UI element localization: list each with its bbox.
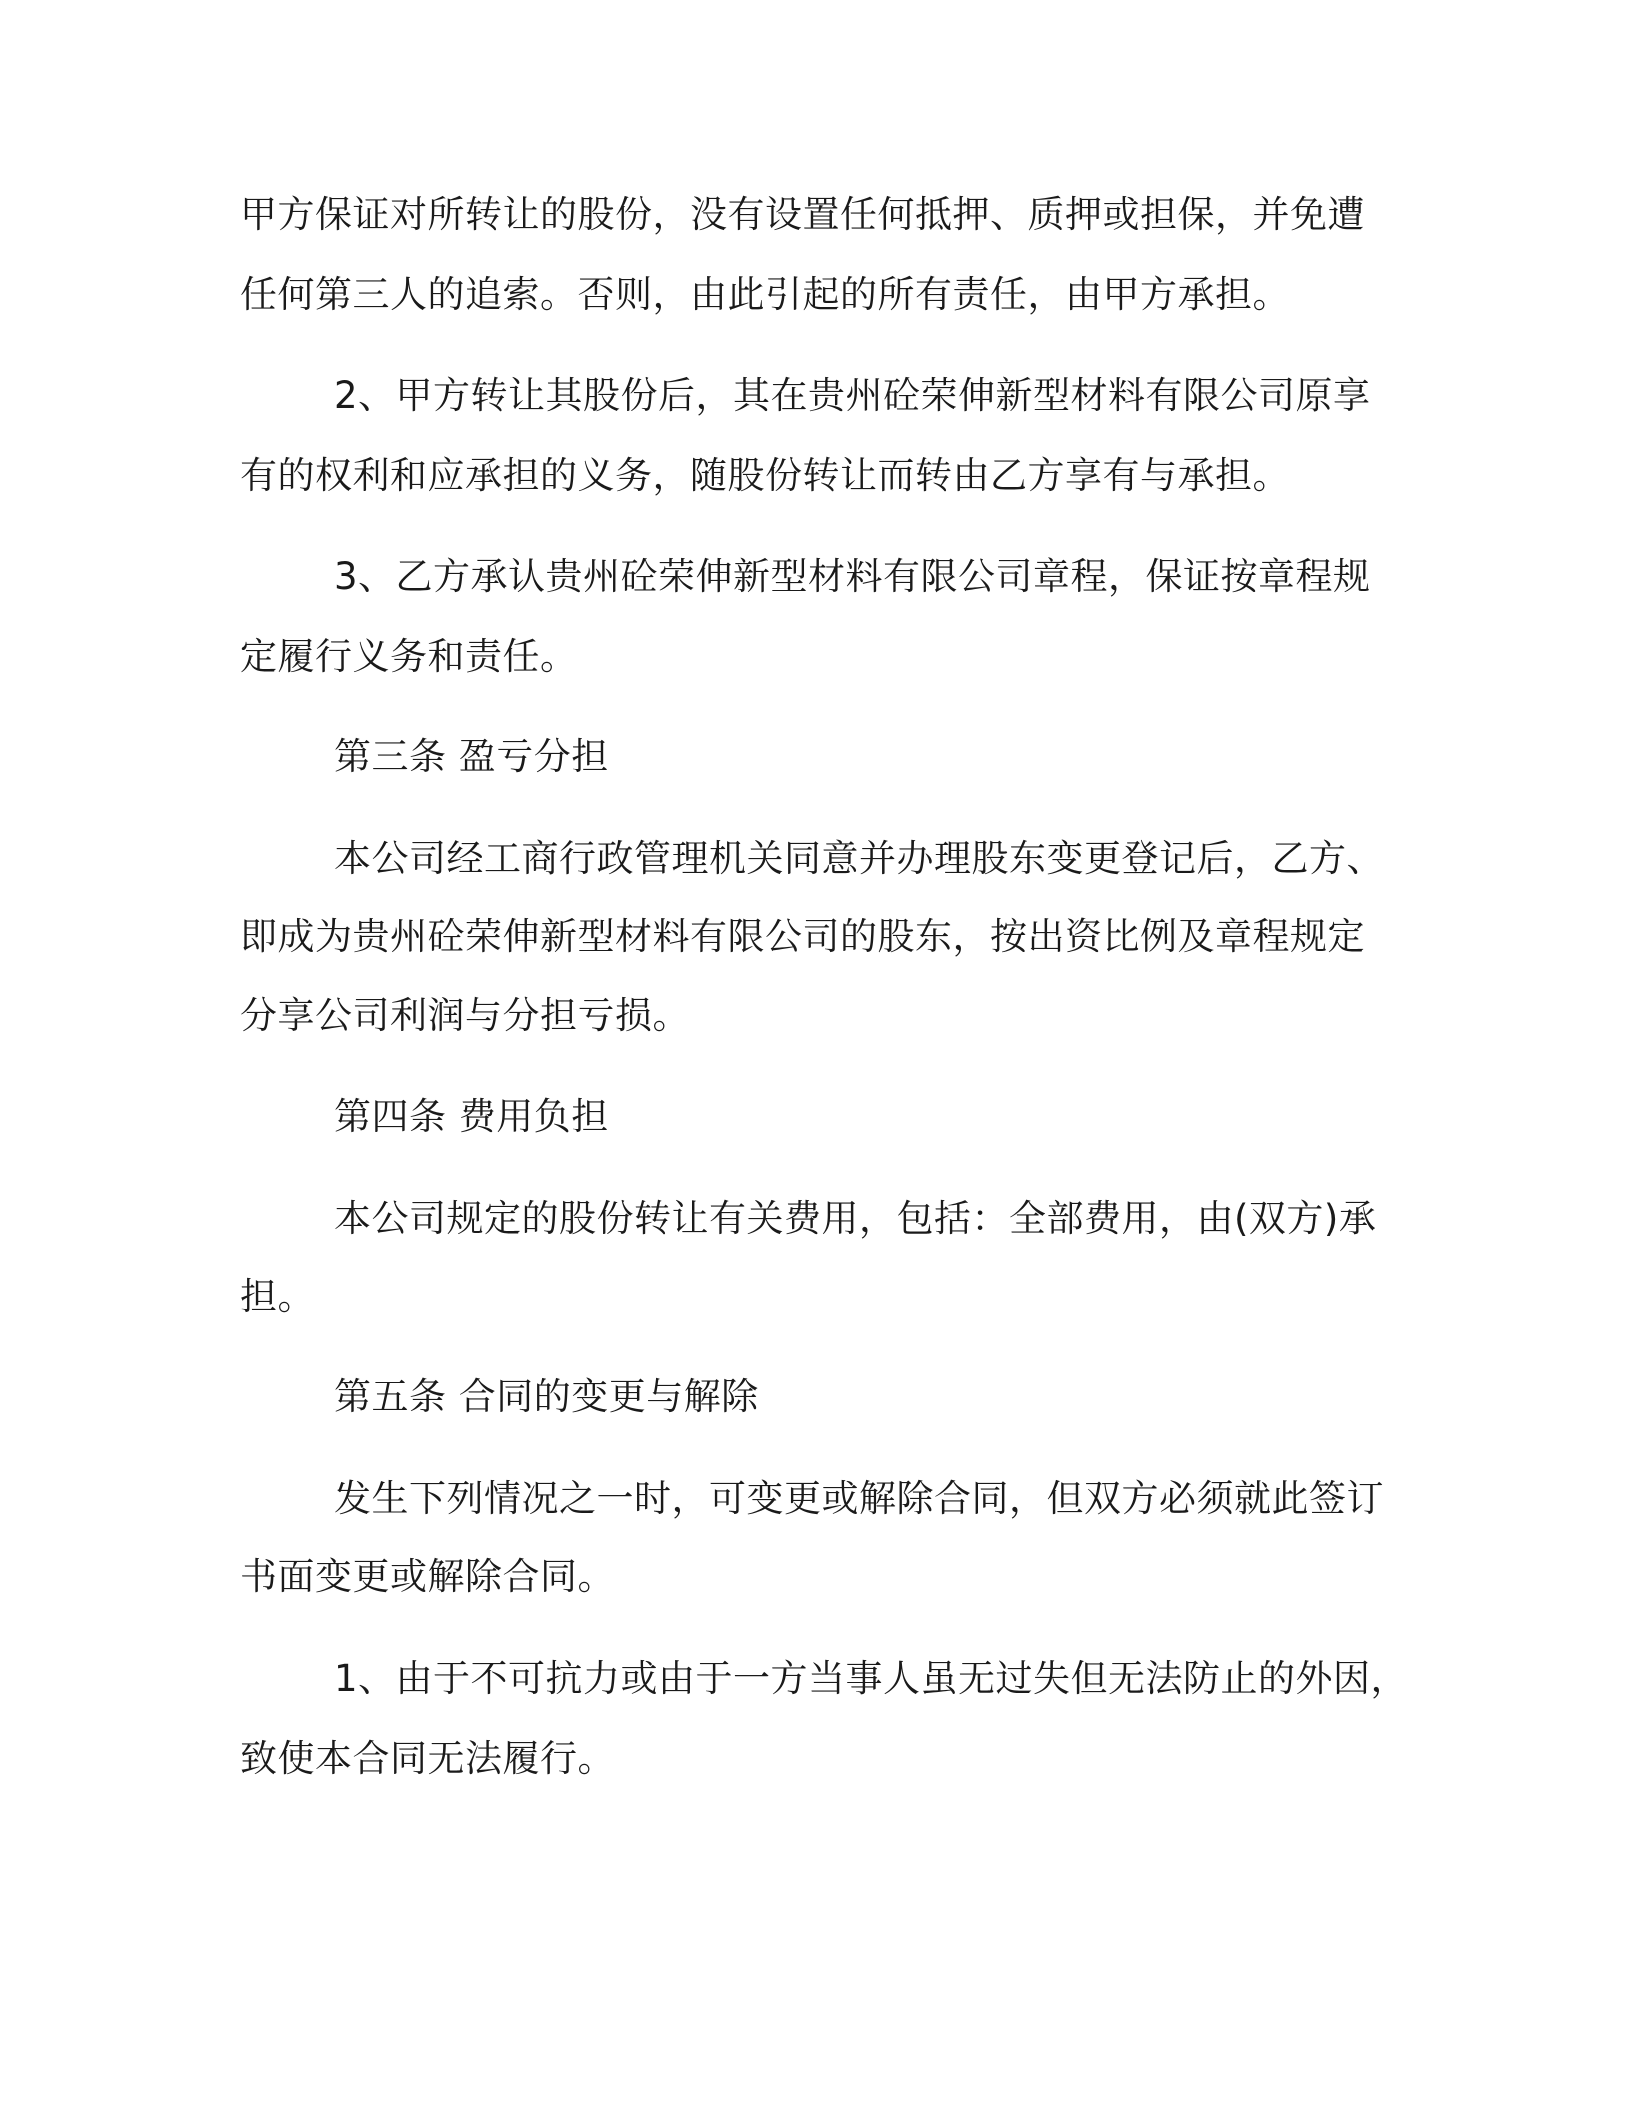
paragraph-7-line-1: 1、由于不可抗力或由于一方当事人虽无过失但无法防止的外因，: [334, 1657, 1409, 1700]
article-3-heading: 第三条 盈亏分担: [334, 735, 609, 778]
paragraph-6-line-1: 发生下列情况之一时，可变更或解除合同，但双方必须就此签订: [334, 1477, 1384, 1520]
paragraph-2-line-2: 有的权利和应承担的义务，随股份转让而转由乙方享有与承担。: [240, 454, 1290, 497]
paragraph-1-line-2: 任何第三人的追索。否则，由此引起的所有责任，由甲方承担。: [240, 273, 1290, 316]
paragraph-6-line-2: 书面变更或解除合同。: [240, 1555, 615, 1598]
paragraph-4-line-2: 即成为贵州砼荣伸新型材料有限公司的股东，按出资比例及章程规定: [240, 915, 1365, 958]
article-4-heading: 第四条 费用负担: [334, 1095, 609, 1138]
article-5-heading: 第五条 合同的变更与解除: [334, 1375, 759, 1418]
paragraph-4-line-3: 分享公司利润与分担亏损。: [240, 994, 690, 1037]
paragraph-3-line-1: 3、乙方承认贵州砼荣伸新型材料有限公司章程，保证按章程规: [334, 555, 1371, 598]
paragraph-4-line-1: 本公司经工商行政管理机关同意并办理股东变更登记后，乙方、: [334, 837, 1384, 880]
paragraph-7-line-2: 致使本合同无法履行。: [240, 1737, 615, 1780]
paragraph-2-line-1: 2、甲方转让其股份后，其在贵州砼荣伸新型材料有限公司原享: [334, 374, 1371, 417]
paragraph-5-line-1: 本公司规定的股份转让有关费用，包括：全部费用，由(双方)承: [334, 1197, 1377, 1240]
paragraph-3-line-2: 定履行义务和责任。: [240, 635, 578, 678]
paragraph-1-line-1: 甲方保证对所转让的股份，没有设置任何抵押、质押或担保，并免遭: [240, 193, 1365, 236]
paragraph-5-line-2: 担。: [240, 1275, 315, 1318]
